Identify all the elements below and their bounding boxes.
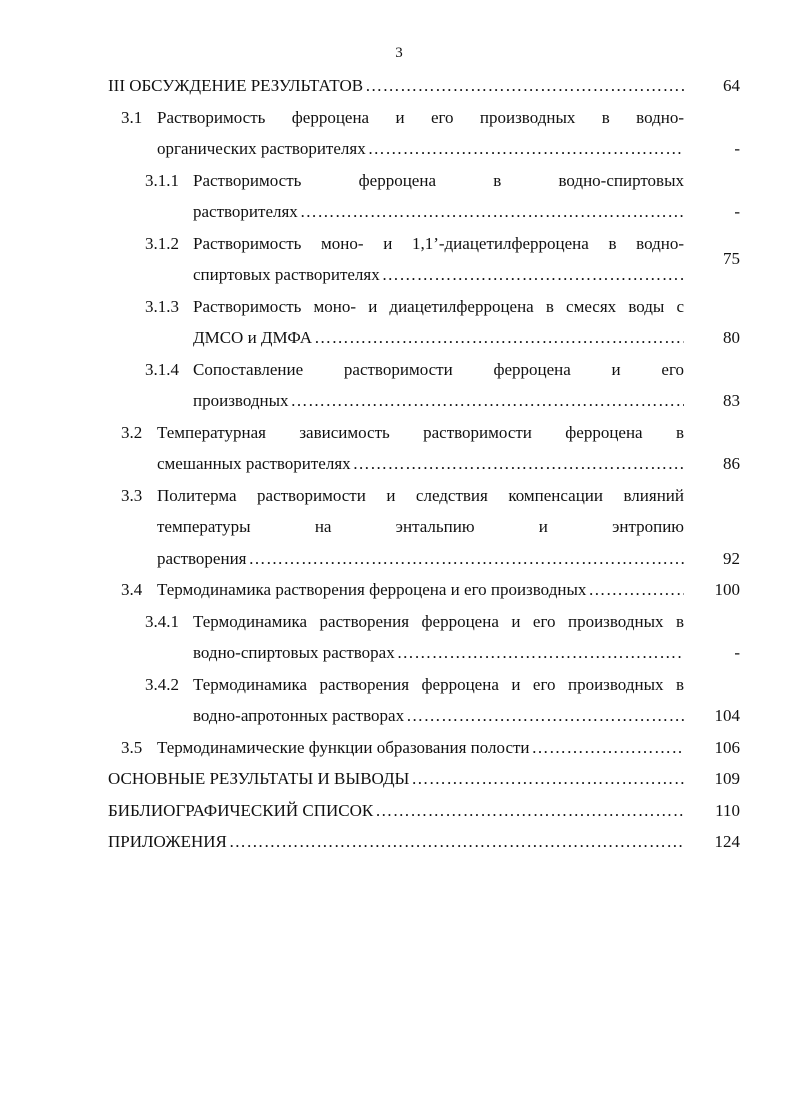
toc-page-number: 109 <box>714 769 740 788</box>
toc-line: смешанных растворителях ………………………………………………………………………………………………………………………………………………………………………………………… <box>157 448 684 480</box>
toc-page-number: 80 <box>723 328 740 347</box>
toc-page-number: 86 <box>723 454 740 473</box>
toc-entry-bibliography <box>108 795 740 827</box>
toc-entry-3-1-3 <box>145 291 740 354</box>
toc-section-number: 3.2 <box>121 422 143 442</box>
toc-line: ПРИЛОЖЕНИЯ ………………………………………………………………………………………………………………………………………………………………………………………… <box>108 826 684 858</box>
toc-page-number: - <box>734 139 740 158</box>
toc-entry-3-3 <box>121 480 740 575</box>
toc-section-number: 3.1.1 <box>145 170 179 190</box>
toc-section-number: 3.1.4 <box>145 359 179 379</box>
toc-line: ДМСО и ДМФА ………………………………………………………………………………………………………………………………………………………………………………………… <box>193 322 684 354</box>
toc-page-number: - <box>734 202 740 221</box>
toc-section-number: 3.5 <box>121 737 143 757</box>
toc-section-number: 3.4 <box>121 580 143 599</box>
toc-page-number: 124 <box>714 832 740 851</box>
toc-line: Растворимость моно- и диацетилферроцена в смесях воды с <box>193 296 684 316</box>
toc-line: водно-спиртовых растворах ………………………………………………………………………………………………………………………………………………………………………………………… <box>193 637 684 669</box>
toc-line: Термодинамика растворения ферроцена и его производных ………………………………………………………………………………………………………………………………………………………………………………………… <box>157 574 684 606</box>
toc-line: Растворимость моно- и 1,1’-диацетилферроцена в водно- <box>193 233 684 253</box>
toc-entry-chapter-3 <box>108 70 740 102</box>
toc-line: Сопоставление растворимости ферроцена и его <box>193 359 684 379</box>
toc-line: производных ………………………………………………………………………………………………………………………………………………………………………………………… <box>193 385 684 417</box>
toc-entry-3-1-1 <box>145 165 740 228</box>
toc-page-number: 104 <box>714 706 740 725</box>
toc-line: Термодинамика растворения ферроцена и его производных в <box>193 674 684 694</box>
toc-entry-appendices <box>108 826 740 858</box>
toc-entry-3-4-2 <box>145 669 740 732</box>
toc-section-number: 3.1 <box>121 107 143 127</box>
toc-line: органических растворителях ………………………………………………………………………………………………………………………………………………………………………………………… <box>157 133 684 165</box>
toc-page-number: 92 <box>723 548 740 568</box>
toc-page-number: 83 <box>723 391 740 410</box>
toc-line: Температурная зависимость растворимости ферроцена в <box>157 422 684 442</box>
toc-line: Термодинамика растворения ферроцена и его производных в <box>193 611 684 631</box>
toc-page-number: 106 <box>714 737 740 757</box>
toc-line: Термодинамические функции образования полости ………………………………………………………………………………………………………………………………………………………………………………………… <box>157 732 684 764</box>
toc-entry-3-4 <box>121 574 740 606</box>
toc-section-number: 3.3 <box>121 485 143 505</box>
toc-line: БИБЛИОГРАФИЧЕСКИЙ СПИСОК ………………………………………………………………………………………………………………………………………………………………………………………… <box>108 795 684 827</box>
toc-line: Растворимость ферроцена в водно-спиртовых <box>193 170 684 190</box>
toc-page-number: 64 <box>723 76 740 95</box>
toc-line: Политерма растворимости и следствия компенсации влияний <box>157 485 684 505</box>
toc-entry-3-1 <box>121 102 740 165</box>
toc-line: Растворимость ферроцена и его производных в водно- <box>157 107 684 127</box>
toc-page-number: 75 <box>723 248 740 268</box>
toc-entry-3-2 <box>121 417 740 480</box>
toc-line: спиртовых растворителях ………………………………………………………………………………………………………………………………………………………………………………………… <box>193 259 684 291</box>
toc-entry-3-1-2 <box>145 228 740 291</box>
toc-section-number: 3.4.2 <box>145 674 179 694</box>
toc-section-number: 3.4.1 <box>145 611 179 631</box>
table-of-contents <box>108 70 740 858</box>
toc-line: водно-апротонных растворах ………………………………………………………………………………………………………………………………………………………………………………………… <box>193 700 684 732</box>
toc-entry-3-5 <box>121 732 740 764</box>
page-number: 3 <box>395 45 403 61</box>
toc-line: растворителях ………………………………………………………………………………………………………………………………………………………………………………………… <box>193 196 684 228</box>
toc-page-number: 110 <box>715 800 740 820</box>
toc-section-number: 3.1.3 <box>145 296 179 316</box>
toc-line: растворения ………………………………………………………………………………………………………………………………………………………………………………………… <box>157 543 684 575</box>
toc-section-number: 3.1.2 <box>145 233 179 253</box>
toc-entry-3-1-4 <box>145 354 740 417</box>
toc-line: ОСНОВНЫЕ РЕЗУЛЬТАТЫ И ВЫВОДЫ ………………………………………………………………………………………………………………………………………………………………………………………… <box>108 763 684 795</box>
toc-page-number: 100 <box>714 580 740 599</box>
toc-entry-conclusions <box>108 763 740 795</box>
toc-page-number: - <box>734 643 740 662</box>
toc-line: температуры на энтальпию и энтропию <box>157 517 684 536</box>
toc-entry-3-4-1 <box>145 606 740 669</box>
toc-line: III ОБСУЖДЕНИЕ РЕЗУЛЬТАТОВ ………………………………………………………………………………………………………………………………………………………………………………………… <box>108 70 684 102</box>
